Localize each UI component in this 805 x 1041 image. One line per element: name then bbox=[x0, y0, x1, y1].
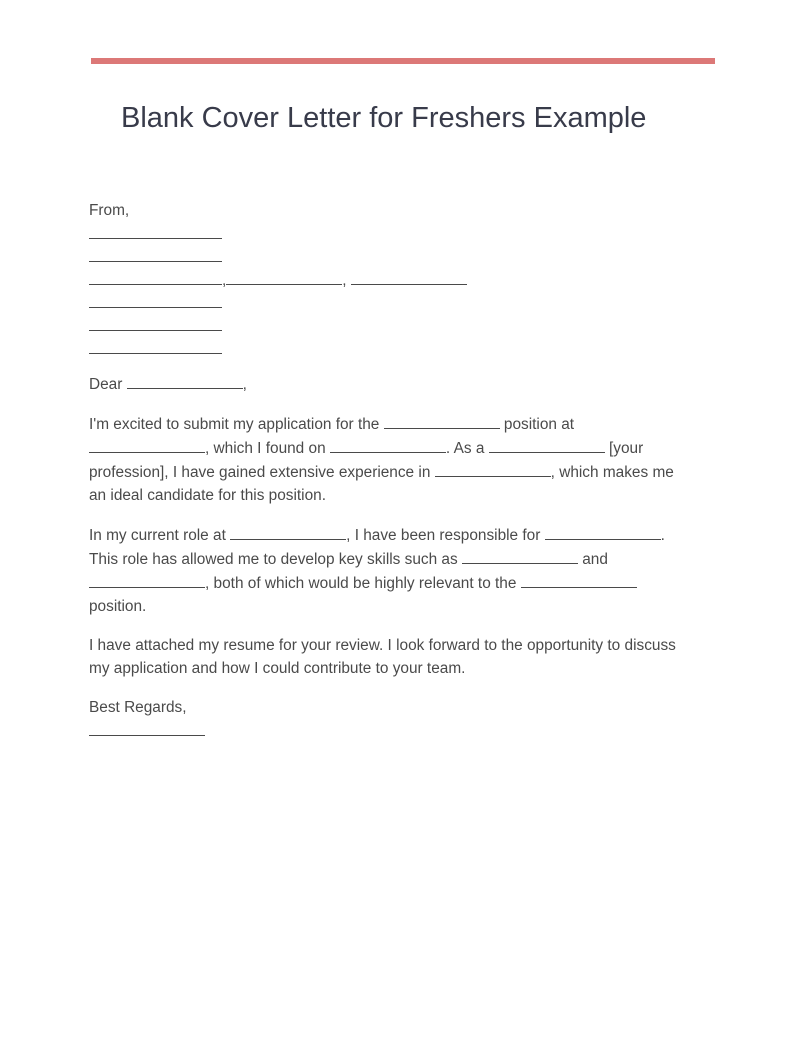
text: I'm excited to submit my application for the bbox=[89, 416, 384, 433]
state-blank[interactable] bbox=[226, 268, 342, 285]
salutation-text: Dear bbox=[89, 376, 127, 393]
text: position at bbox=[499, 416, 575, 433]
text: . This role has allowed me to develop key skills such as bbox=[89, 527, 665, 568]
phone-blank[interactable] bbox=[89, 291, 222, 308]
signature-blank[interactable] bbox=[89, 719, 205, 736]
skill-1-blank[interactable] bbox=[462, 547, 578, 564]
address-line-blank[interactable] bbox=[89, 245, 222, 262]
closing: Best Regards, bbox=[89, 699, 187, 716]
page-title: Blank Cover Letter for Freshers Example bbox=[121, 102, 647, 134]
letter-body bbox=[89, 199, 689, 743]
profession-blank[interactable] bbox=[489, 436, 605, 453]
text: In my current role at bbox=[89, 527, 231, 544]
date-blank[interactable] bbox=[89, 337, 222, 354]
paragraph-2 bbox=[89, 523, 689, 618]
text: , both of which would be highly relevant to the bbox=[205, 575, 521, 592]
source-blank[interactable] bbox=[330, 436, 446, 453]
position-blank[interactable] bbox=[384, 412, 500, 429]
text: and bbox=[577, 551, 608, 568]
target-position-blank[interactable] bbox=[521, 571, 637, 588]
email-blank[interactable] bbox=[89, 314, 222, 331]
from-block bbox=[89, 199, 689, 360]
recipient-blank[interactable] bbox=[127, 372, 243, 389]
from-label: From, bbox=[89, 202, 130, 219]
text: , which makes me an ideal candidate for this position. bbox=[89, 464, 674, 504]
experience-blank[interactable] bbox=[435, 460, 551, 477]
salutation bbox=[89, 372, 689, 396]
sender-name-blank[interactable] bbox=[89, 222, 222, 239]
skill-2-blank[interactable] bbox=[89, 571, 205, 588]
paragraph-3: I have attached my resume for your review. I look forward to the opportunity to discuss my application and how I could contribute to your team. bbox=[89, 637, 676, 677]
responsibility-blank[interactable] bbox=[545, 523, 661, 540]
current-company-blank[interactable] bbox=[230, 523, 346, 540]
text: , which I found on bbox=[205, 440, 330, 457]
text: . As a bbox=[445, 440, 489, 457]
separator: , bbox=[222, 272, 227, 289]
city-blank[interactable] bbox=[89, 268, 222, 285]
company-blank[interactable] bbox=[89, 436, 205, 453]
text: [your profession], I have gained extensive experience in bbox=[89, 440, 644, 481]
paragraph-1 bbox=[89, 412, 689, 507]
salutation-comma: , bbox=[242, 376, 247, 393]
zip-blank[interactable] bbox=[351, 268, 467, 285]
separator: , bbox=[342, 272, 351, 289]
text: position. bbox=[89, 598, 147, 615]
text: , I have been responsible for bbox=[346, 527, 545, 544]
accent-bar bbox=[91, 58, 715, 64]
